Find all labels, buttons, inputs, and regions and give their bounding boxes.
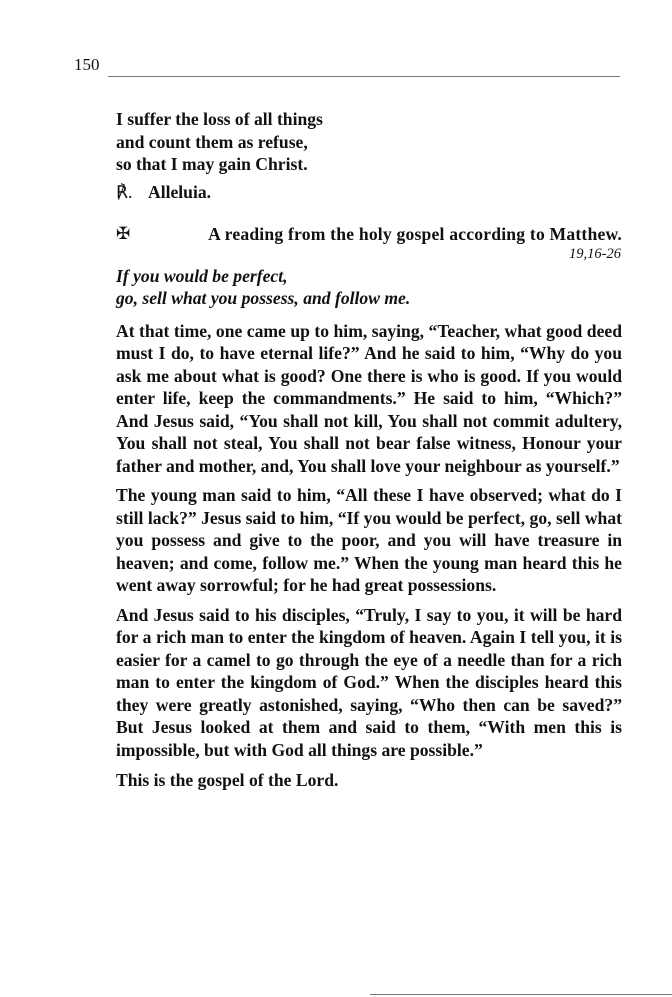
summary-line-2: go, sell what you possess, and follow me.	[116, 288, 411, 308]
scripture-citation: 19,16-26	[569, 245, 621, 262]
closing-line: This is the gospel of the Lord.	[116, 770, 339, 790]
gospel-summary	[116, 265, 622, 310]
header-rule	[108, 76, 620, 77]
gospel-paragraph-3: And Jesus said to his disciples, “Truly, I say to you, it will be hard for a rich man to enter the kingdom of heaven. Again I tell you, it is easier for a camel to go through the eye of a needle than for a rich man to enter the kingdom of God.” When the disciples heard this they were greatly astonished, saying, “Who then can be saved?” But Jesus looked at them and said to them, “With men this is impossible, but with God all things are possible.”	[116, 604, 622, 760]
gospel-title: A reading from the holy gospel according to Matthew.	[208, 224, 622, 244]
gospel-paragraph-1: At that time, one came up to him, saying, “Teacher, what good deed must I do, to have eternal life?” And he said to him, “Why do you ask me about what is good? One there is who is good. If you would enter life, keep the commandments.” He said to him, “Which?” And Jesus said, “You shall not kill, You shall not commit adultery, You shall not steal, You shall not bear false witness, Honour your father and mother, and, You shall love your neighbour as yourself.”	[116, 320, 622, 476]
footer-rule	[370, 994, 672, 995]
cross-icon: ✠	[116, 224, 131, 243]
response-icon: ℟.	[116, 181, 133, 202]
acclamation-verse	[116, 108, 622, 176]
response-text: Alleluia.	[148, 181, 212, 202]
page-content	[116, 108, 622, 792]
gospel-paragraph-2: The young man said to him, “All these I have observed; what do I still lack?” Jesus said to him, “If you would be perfect, go, sell what you possess and give to the poor, and you will have treasure in heaven; and come, follow me.” When the young man heard this he went away sorrowful; for he had great possessions.	[116, 485, 622, 595]
verse-line-3: so that I may gain Christ.	[116, 154, 308, 174]
gospel-heading	[116, 223, 622, 246]
response-line	[116, 181, 622, 204]
verse-line-2: and count them as refuse,	[116, 131, 308, 152]
verse-line-1: I suffer the loss of all things	[116, 109, 323, 129]
summary-line-1: If you would be perfect,	[116, 265, 288, 286]
page-number: 150	[74, 55, 100, 74]
